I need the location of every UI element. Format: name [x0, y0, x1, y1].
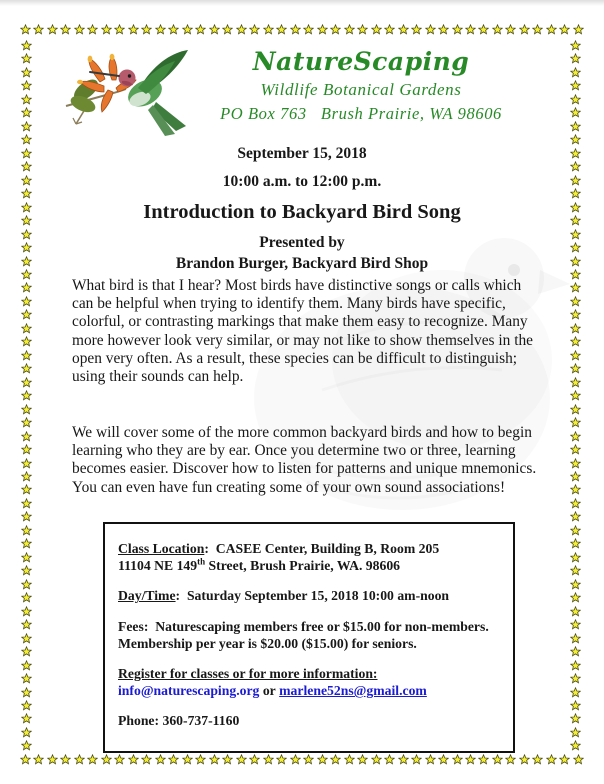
star-icon	[570, 498, 581, 509]
star-icon	[141, 754, 152, 765]
star-icon	[21, 525, 32, 536]
star-icon	[317, 754, 328, 765]
star-icon	[21, 282, 32, 293]
star-icon	[21, 67, 32, 78]
star-icon	[33, 24, 44, 35]
star-icon	[114, 24, 125, 35]
star-icon	[21, 53, 32, 64]
star-icon	[21, 431, 32, 442]
star-icon	[168, 24, 179, 35]
event-date: September 15, 2018	[237, 145, 367, 162]
star-icon	[519, 754, 530, 765]
star-icon	[21, 687, 32, 698]
star-icon	[452, 24, 463, 35]
register-group	[118, 665, 505, 699]
star-icon	[411, 754, 422, 765]
email-link-marlene[interactable]: marlene52ns@gmail.com	[279, 683, 427, 699]
star-icon	[573, 24, 584, 35]
star-icon	[20, 754, 31, 765]
hummingbird-logo-image	[56, 46, 212, 138]
star-icon	[438, 24, 449, 35]
star-icon	[570, 309, 581, 320]
star-icon	[303, 24, 314, 35]
star-icon	[570, 458, 581, 469]
star-icon	[101, 24, 112, 35]
star-icon	[21, 498, 32, 509]
phone-line: Phone: 360-737-1160	[118, 713, 240, 729]
star-icon	[303, 754, 314, 765]
star-icon	[570, 687, 581, 698]
star-icon	[236, 754, 247, 765]
star-icon	[21, 296, 32, 307]
star-icon	[47, 754, 58, 765]
star-icon	[128, 24, 139, 35]
presenter-name: Brandon Burger, Backyard Bird Shop	[175, 255, 429, 272]
star-icon	[357, 754, 368, 765]
star-icon	[344, 754, 355, 765]
star-icon	[21, 727, 32, 738]
fees-group	[118, 618, 505, 652]
star-icon	[209, 24, 220, 35]
star-icon	[492, 24, 503, 35]
class-location-value: : CASEE Center, Building B, Room 205	[204, 541, 440, 556]
membership-line: Membership per year is $20.00 ($15.00) for seniors.	[118, 635, 417, 651]
day-time-value: : Saturday September 15, 2018 10:00 am-noon	[175, 588, 450, 604]
star-icon	[559, 24, 570, 35]
star-icon	[21, 390, 32, 401]
star-icon	[21, 377, 32, 388]
star-icon	[570, 282, 581, 293]
star-icon	[21, 511, 32, 522]
class-info-box	[103, 522, 515, 753]
star-icon	[570, 619, 581, 630]
star-icon	[21, 80, 32, 91]
org-name: NatureScaping	[252, 47, 470, 76]
star-icon	[21, 471, 32, 482]
class-address-end: Street, Brush Prairie, WA. 98606	[205, 558, 401, 574]
star-border-top	[20, 24, 584, 36]
star-icon	[344, 24, 355, 35]
star-icon	[570, 80, 581, 91]
star-icon	[570, 417, 581, 428]
star-icon	[570, 53, 581, 64]
star-icon	[570, 511, 581, 522]
star-icon	[570, 323, 581, 334]
star-icon	[570, 444, 581, 455]
star-icon	[570, 296, 581, 307]
star-icon	[570, 336, 581, 347]
star-icon	[21, 107, 32, 118]
star-icon	[263, 24, 274, 35]
star-icon	[384, 754, 395, 765]
star-icon	[478, 24, 489, 35]
star-icon	[570, 404, 581, 415]
star-icon	[21, 660, 32, 671]
star-icon	[195, 24, 206, 35]
star-icon	[21, 565, 32, 576]
star-icon	[195, 754, 206, 765]
star-icon	[570, 350, 581, 361]
email-separator: or	[259, 683, 280, 699]
star-icon	[21, 458, 32, 469]
star-icon	[357, 24, 368, 35]
star-icon	[21, 336, 32, 347]
star-icon	[21, 538, 32, 549]
star-icon	[21, 646, 32, 657]
star-icon	[21, 552, 32, 563]
star-icon	[570, 740, 581, 751]
org-address: PO Box 763 Brush Prairie, WA 98606	[220, 104, 502, 123]
star-icon	[21, 444, 32, 455]
phone-group	[118, 712, 505, 729]
star-icon	[21, 350, 32, 361]
star-icon	[425, 754, 436, 765]
star-icon	[101, 754, 112, 765]
star-icon	[317, 24, 328, 35]
star-icon	[570, 121, 581, 132]
star-icon	[492, 754, 503, 765]
star-icon	[20, 24, 31, 35]
star-icon	[371, 24, 382, 35]
star-icon	[21, 713, 32, 724]
star-icon	[546, 754, 557, 765]
star-icon	[33, 754, 44, 765]
star-icon	[47, 24, 58, 35]
star-icon	[128, 754, 139, 765]
star-icon	[570, 390, 581, 401]
star-icon	[21, 309, 32, 320]
star-icon	[570, 633, 581, 644]
star-icon	[519, 24, 530, 35]
star-icon	[21, 579, 32, 590]
star-icon	[570, 107, 581, 118]
star-icon	[222, 754, 233, 765]
star-icon	[570, 67, 581, 78]
star-icon	[384, 24, 395, 35]
star-icon	[60, 754, 71, 765]
star-icon	[398, 754, 409, 765]
star-icon	[87, 754, 98, 765]
class-location-line	[118, 540, 505, 557]
star-icon	[21, 94, 32, 105]
star-icon	[168, 754, 179, 765]
day-time-label: Day/Time	[118, 588, 176, 604]
star-icon	[21, 740, 32, 751]
star-icon	[155, 754, 166, 765]
fees-line: Fees: Naturescaping members free or $15.00 for non-members.	[118, 618, 489, 634]
star-icon	[478, 754, 489, 765]
email-link-info[interactable]: info@naturescaping.org	[118, 683, 260, 699]
star-icon	[21, 121, 32, 132]
intro-paragraph: What bird is that I hear? Most birds have distinctive songs or calls which can be helpful when trying to identify them. Many birds have specific, colorful, or contrasting markings that make them easy to recognize. Many more however look very similar, or may not like to show themselves in the open very often. As a result, these species can be difficult to distinguish; using their sounds can help.	[72, 277, 534, 386]
class-location-label: Class Location	[118, 541, 205, 556]
email-line	[118, 682, 505, 699]
org-header	[218, 48, 504, 124]
star-icon	[330, 24, 341, 35]
star-icon	[263, 754, 274, 765]
star-icon	[570, 40, 581, 51]
star-icon	[21, 363, 32, 374]
star-icon	[573, 754, 584, 765]
star-icon	[570, 565, 581, 576]
star-icon	[276, 754, 287, 765]
star-icon	[74, 754, 85, 765]
event-time: 10:00 a.m. to 12:00 p.m.	[222, 173, 382, 190]
star-icon	[559, 754, 570, 765]
register-line	[118, 665, 505, 682]
star-icon	[452, 754, 463, 765]
star-icon	[570, 673, 581, 684]
star-icon	[398, 24, 409, 35]
star-icon	[290, 754, 301, 765]
star-icon	[570, 431, 581, 442]
star-icon	[570, 700, 581, 711]
star-icon	[249, 24, 260, 35]
star-icon	[87, 24, 98, 35]
star-icon	[570, 727, 581, 738]
day-time-line	[118, 587, 505, 604]
presented-by-label: Presented by	[259, 234, 345, 251]
star-icon	[570, 660, 581, 671]
class-address-start: 11104 NE 149	[118, 558, 198, 574]
star-icon	[74, 24, 85, 35]
star-icon	[182, 754, 193, 765]
star-icon	[60, 24, 71, 35]
star-icon	[330, 754, 341, 765]
star-icon	[570, 579, 581, 590]
star-icon	[570, 377, 581, 388]
class-address-line	[118, 557, 505, 574]
star-icon	[21, 323, 32, 334]
star-icon	[209, 754, 220, 765]
star-icon	[438, 754, 449, 765]
star-icon	[570, 646, 581, 657]
register-label: Register for classes or for more information:	[118, 666, 378, 682]
star-icon	[290, 24, 301, 35]
star-border-bottom	[20, 754, 584, 766]
star-icon	[570, 94, 581, 105]
star-icon	[570, 552, 581, 563]
class-address-ordinal: th	[197, 556, 206, 567]
star-icon	[505, 24, 516, 35]
star-icon	[570, 538, 581, 549]
star-icon	[570, 363, 581, 374]
star-icon	[21, 700, 32, 711]
star-icon	[505, 754, 516, 765]
star-icon	[411, 24, 422, 35]
star-icon	[570, 606, 581, 617]
star-icon	[546, 24, 557, 35]
event-title: Introduction to Backyard Bird Song	[143, 201, 461, 223]
star-icon	[465, 754, 476, 765]
star-icon	[21, 484, 32, 495]
star-icon	[249, 754, 260, 765]
star-icon	[425, 24, 436, 35]
details-paragraph: We will cover some of the more common backyard birds and how to begin learning who they are by ear. Once you determine two or three, learning becomes easier. Discover how to listen for patterns and unique mnemonics. You can even have fun creating some of your own sound associations!	[72, 424, 537, 496]
star-icon	[532, 754, 543, 765]
star-icon	[182, 24, 193, 35]
class-location-group	[118, 540, 505, 574]
star-icon	[21, 606, 32, 617]
star-icon	[21, 404, 32, 415]
star-icon	[222, 24, 233, 35]
star-icon	[276, 24, 287, 35]
star-icon	[236, 24, 247, 35]
star-icon	[21, 592, 32, 603]
star-icon	[21, 417, 32, 428]
star-icon	[570, 484, 581, 495]
star-icon	[570, 471, 581, 482]
star-icon	[570, 592, 581, 603]
star-icon	[21, 673, 32, 684]
star-icon	[21, 40, 32, 51]
star-icon	[371, 754, 382, 765]
star-icon	[114, 754, 125, 765]
star-icon	[570, 713, 581, 724]
day-time-group	[118, 587, 505, 604]
event-heading	[30, 144, 574, 273]
star-icon	[570, 525, 581, 536]
star-icon	[21, 633, 32, 644]
star-icon	[465, 24, 476, 35]
star-icon	[141, 24, 152, 35]
star-icon	[532, 24, 543, 35]
star-icon	[21, 619, 32, 630]
star-icon	[155, 24, 166, 35]
org-subtitle: Wildlife Botanical Gardens	[260, 80, 462, 99]
